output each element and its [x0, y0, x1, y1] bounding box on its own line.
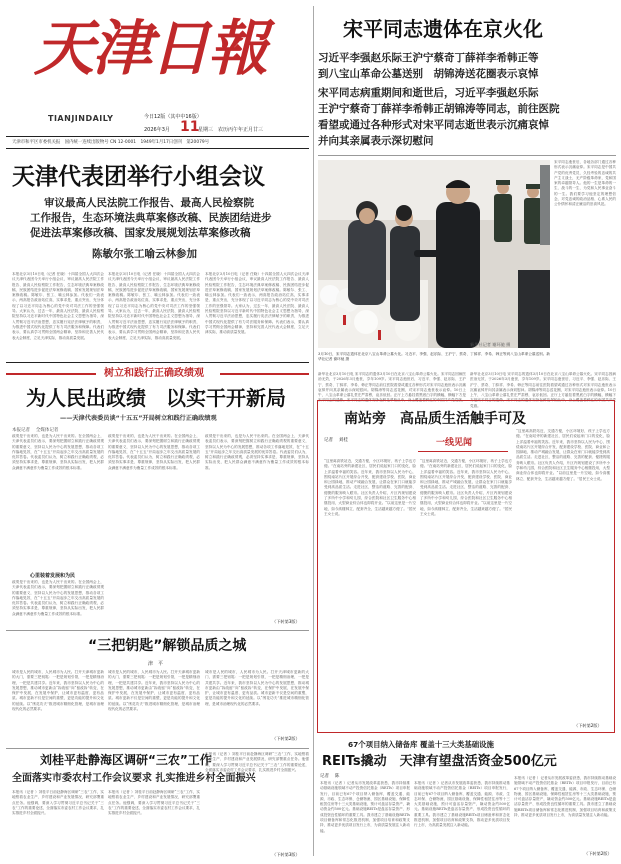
publisher-rule	[6, 148, 309, 149]
lead-deck-line: 审议最高人民法院工作报告、最高人民检察院	[44, 197, 254, 209]
reits-kicker: 67个项目纳入储备库 覆盖十三大类基础设施	[348, 740, 494, 749]
reits-continued: （下转第2版）	[584, 851, 612, 856]
top-story-body: 新华社北京3月10日电 宋平同志的遗体3月10日在北京八宝山革命公墓火化。宋平同志因病医治无效，于2026年3月逝世，享年109岁。宋平同志逝世后，习近平、李强、赵乐际、王沪宁、蔡奇、丁薛祥、李希、韩正等同志前往医院看望或通过各种形式对宋平同志逝世表示沉痛哀悼并向其亲属表示深切慰问。胡锦涛等同志送花圈，对宋平同志逝世表示哀悼。10日上午，八宝山革命公墓礼堂庄严肃穆，哀乐低回。正厅上方悬挂着黑底白字的横幅，横幅下方是宋平同志的遗像。宋平同志的遗体安卧在鲜花翠柏丛中，身上覆盖着鲜红的中国共产党党旗。	[470, 372, 616, 408]
issue-day: 11	[180, 119, 200, 135]
masthead-rule	[6, 136, 309, 137]
keys-story-rule	[6, 630, 309, 631]
frontline-body: “这里离高铁站近，交通方便，小区环境好，孩子上学也方便。”在南站旁的新建社区，居民们说起家门口的变化，脸上洋溢着幸福的笑容。近年来，我市坚持以人民为中心，围绕南站片区开展综合开发，配套建设学校、医院、商业和公园绿地，推动产城融合发展，让群众在家门口就能享受到高品质生活。走进社区，整洁的道路、完善的配套、便捷的服务映入眼帘。社区负责人介绍，片区内规划建设了多所中小学和幼儿园，综合医院和社区卫生服务中心相继投用，大型商业综合体也即将开业。“以前这里是一片空地，如今高楼林立、配套齐全，生活越来越方便了。”居民王女士说。	[324, 459, 416, 516]
keys-story-body: 城市是人民的城市，人民城市为人民。打开天津城市更新的大门，需要三把钥匙：一把是规划引领，一把是精细治理，一把是共建共享。近年来，我市坚持以人民为中心的发展思想，推动城市更新由“拆改留”向“留改拆”转变，在保护中发展，在发展中保护，让城市更有温度、更有品质。城市更新不仅是空间的重塑，更是功能的提升和文化的延续。以“绣花功夫”推进城市精细化管理，是城市治理现代化的必然要求。	[12, 670, 104, 712]
frontline-continued: （下转第2版）	[574, 723, 602, 728]
sidebar-text: 宋平同志逝世后，各地各部门通过各种形式表示沉痛哀悼。宋平同志是中国共产党的优秀党员，久经考验的忠诚的共产主义战士，无产阶级革命家，党和国家的卓越领导人。他的一生是革命的一生、战斗的一生、为党和人民事业奋斗的一生。我们要学习他坚定的理想信念、对党忠诚的政治品格、心系人民的公仆情怀和清正廉洁的崇高风范。	[554, 160, 616, 207]
reits-body: 本报讯（记者 ）记者从市发展改革委获悉，我市持续推动基础设施领域不动产投资信托基金（REITs）项目申报发行，目前已有67个项目纳入储备库，覆盖交通、能源、市政、生态环保、仓储物流、园区基础设施、保障性租赁住房等十三大类基础设施，预计可盘活存量资产，撬动资金约500亿元。基础设施REITs是盘活存量资产、形成投资良性循环的重要工具。我市建立了基础设施REITs项目储备库和常态化推进机制，加强项目培育和政策支持，推动更多优质项目发行上市，为高质量发展注入新动能。	[320, 781, 410, 833]
frontline-tag: 一线见闻	[436, 438, 473, 448]
political-story-body: 政绩是干出来的，也是为人民干出来的。在全国两会上，天津代表委员们表示，要深刻把握树立和践行正确政绩观的重要意义，坚持以人民为中心的发展思想，推动各项工作落地见效，在“十五五”开局起步之年交出高质量发展的优异答卷。代表委员们认为，树立和践行正确政绩观，必须坚持实事求是、尊重规律，坚持从实际出发，把人民群众满意不满意作为衡量工作成效的根本标准。	[12, 580, 104, 616]
keys-story-body: 城市是人民的城市，人民城市为人民。打开天津城市更新的大门，需要三把钥匙：一把是规划引领，一把是精细治理，一把是共建共享。近年来，我市坚持以人民为中心的发展思想，推动城市更新由“拆改留”向“留改拆”转变，在保护中发展，在发展中保护，让城市更有温度、更有品质。城市更新不仅是空间的重塑，更是功能的提升和文化的延续。以“绣花功夫”推进城市精细化管理，是城市治理现代化的必然要求。	[205, 670, 309, 706]
top-deck-line: 到八宝山革命公墓送别 胡锦涛送花圈表示哀悼	[318, 68, 539, 80]
lead-story-body: 本报北京3月10日电（记者 任晓）十四届全国人大四次会议天津代表团今天举行小组会议，审议最高人民法院工作报告、最高人民检察院工作报告，生态环境法典草案修改稿、民族团结进步促进法草案修改稿、国家发展规划法草案修改稿。陈敏尔、张工、喻云林参加。代表们一致表示，两高报告政治站位高，实事求是、重点突出，充分体现了以习近平同志为核心的党中央对司法工作的坚强领导。大家认为，过去一年，最高人民法院、最高人民检察院坚持以习近平新时代中国特色社会主义思想为指导，深入贯彻习近平法治思想，忠实履行宪法法律赋予的职责，为推进中国式现代化提供了有力司法服务和保障。代表们表示，要认真学习贯彻全国两会精神，坚持和完善人民代表大会制度，立足天津实际，推动高质量发展。	[205, 272, 309, 335]
reits-headline: REITs撬动 天津有望盘活资金500亿元	[322, 754, 557, 769]
rural-story-body: 本报讯（记者 ）刘桂平日前赴静海区调研“三农”工作，实地察看农业生产、乡村建设和产业发展情况，研究部署重点任务。他强调，要深入学习贯彻习近平总书记关于“三农”工作的重要论述，全面落实市委农村工作会议要求，扎实推进乡村全面振兴。	[108, 790, 200, 816]
lead-story-headline: 天津代表团举行小组会议	[12, 164, 265, 190]
top-story-rule	[318, 155, 616, 156]
political-story-subhead: ——天津代表委员谈“十五五”开局树立和践行正确政绩观	[60, 415, 217, 422]
keys-story-continued: （下转第2版）	[272, 736, 300, 741]
banner-rule-right	[220, 373, 309, 375]
publisher-bar: 天津市和平区市委机关报 国内统一连续出版物号 CN 12-0001 1949年1月17日创刊 第20079号	[12, 140, 210, 145]
lead-story-attendance: 陈敏尔张工喻云林参加	[92, 248, 197, 260]
rural-story-headline: 刘桂平赴静海区调研“三农”工作	[40, 753, 212, 767]
frontline-headline: 南站旁 高品质生活触手可及	[344, 411, 526, 427]
frontline-body: “这里离高铁站近，交通方便，小区环境好，孩子上学也方便。”在南站旁的新建社区，居民们说起家门口的变化，脸上洋溢着幸福的笑容。近年来，我市坚持以人民为中心，围绕南站片区开展综合开发，配套建设学校、医院、商业和公园绿地，推动产城融合发展，让群众在家门口就能享受到高品质生活。走进社区，整洁的道路、完善的配套、便捷的服务映入眼帘。社区负责人介绍，片区内规划建设了多所中小学和幼儿园，综合医院和社区卫生服务中心相继投用，大型商业综合体也即将开业。“以前这里是一片空地，如今高楼林立、配套齐全，生活越来越方便了。”居民王女士说。	[516, 429, 610, 481]
keys-story-byline: 津 平	[148, 661, 164, 667]
frontline-body: “这里离高铁站近，交通方便，小区环境好，孩子上学也方便。”在南站旁的新建社区，居民们说起家门口的变化，脸上洋溢着幸福的笑容。近年来，我市坚持以人民为中心，围绕南站片区开展综合开发，配套建设学校、医院、商业和公园绿地，推动产城融合发展，让群众在家门口就能享受到高品质生活。走进社区，整洁的道路、完善的配套、便捷的服务映入眼帘。社区负责人介绍，片区内规划建设了多所中小学和幼儿园，综合医院和社区卫生服务中心相继投用，大型商业综合体也即将开业。“以前这里是一片空地，如今高楼林立、配套齐全，生活越来越方便了。”居民王女士说。	[420, 459, 512, 516]
top-story-deck	[318, 50, 616, 149]
issue-info-1: 今日12版（其中中16版）	[144, 114, 202, 120]
frontline-byline: 记者 刘桂	[324, 438, 348, 443]
rural-story-body: 本报讯（记者 ）刘桂平日前赴静海区调研“三农”工作，实地察看农业生产、乡村建设和产业发展情况，研究部署重点任务。他强调，要深入学习贯彻习近平总书记关于“三农”工作的重要论述，全面落实市委农村工作会议要求，扎实推进乡村全面振兴。	[12, 790, 104, 816]
rural-story-rule	[6, 748, 309, 749]
rural-story-body: 本报讯（记者 ）刘桂平日前赴静海区调研“三农”工作，实地察看农业生产、乡村建设和产业发展情况，研究部署重点任务。他强调，要深入学习贯彻习近平总书记关于“三农”工作的重要论述，全面落实市委农村工作会议要求，扎实推进乡村全面振兴。	[205, 752, 309, 772]
political-story-body: 政绩是干出来的，也是为人民干出来的。在全国两会上，天津代表委员们表示，要深刻把握树立和践行正确政绩观的重要意义，坚持以人民为中心的发展思想，推动各项工作落地见效，在“十五五”开局起步之年交出高质量发展的优异答卷。代表委员们认为，树立和践行正确政绩观，必须坚持实事求是、尊重规律，坚持从实际出发，把人民群众满意不满意作为衡量工作成效的根本标准。	[12, 434, 104, 470]
issue-info-3: 星期三 农历丙午年正月廿三	[198, 127, 264, 133]
masthead-logo: 天津日報	[34, 14, 266, 84]
top-deck-line: 宋平同志病重期间和逝世后，习近平李强赵乐际	[318, 87, 539, 99]
section-banner-wrap	[6, 366, 309, 382]
keys-story-headline: “三把钥匙”解锁品质之城	[88, 638, 247, 654]
photo-caption: 3月10日，宋平同志遗体在北京八宝山革命公墓火化。习近平、李强、赵乐际、王沪宁、蔡奇、丁薛祥、李希、韩正等到八宝山革命公墓送别。新华社记者 谢环驰 摄	[318, 352, 550, 362]
photo-credit: 新华社记者 谢环驰 摄	[470, 342, 511, 347]
lead-deck-line: 促进法草案修改稿、国家发展规划法草案修改稿	[30, 227, 251, 239]
political-story-byline: 本报记者 全媒体记者	[12, 428, 59, 433]
top-deck-line: 并向其亲属表示深切慰问	[318, 135, 434, 147]
lead-story-deck	[30, 196, 310, 241]
reits-byline: 记者 陈	[320, 774, 340, 779]
keys-story-body: 城市是人民的城市，人民城市为人民。打开天津城市更新的大门，需要三把钥匙：一把是规划引领，一把是精细治理，一把是共建共享。近年来，我市坚持以人民为中心的发展思想，推动城市更新由“拆改留”向“留改拆”转变，在保护中发展，在发展中保护，让城市更有温度、更有品质。城市更新不仅是空间的重塑，更是功能的提升和文化的延续。以“绣花功夫”推进城市精细化管理，是城市治理现代化的必然要求。	[108, 670, 200, 712]
lead-deck-line: 工作报告，生态环境法典草案修改稿、民族团结进步	[30, 212, 272, 224]
political-story-body: 政绩是干出来的，也是为人民干出来的。在全国两会上，天津代表委员们表示，要深刻把握树立和践行正确政绩观的重要意义，坚持以人民为中心的发展思想，推动各项工作落地见效，在“十五五”开局起步之年交出高质量发展的优异答卷。代表委员们认为，树立和践行正确政绩观，必须坚持实事求是、尊重规律，坚持从实际出发，把人民群众满意不满意作为衡量工作成效的根本标准。	[108, 434, 200, 470]
reits-body: 本报讯（记者 ）记者从市发展改革委获悉，我市持续推动基础设施领域不动产投资信托基金（REITs）项目申报发行，目前已有67个项目纳入储备库，覆盖交通、能源、市政、生态环保、仓储物流、园区基础设施、保障性租赁住房等十三大类基础设施，预计可盘活存量资产，撬动资金约500亿元。基础设施REITs是盘活存量资产、形成投资良性循环的重要工具。我市建立了基础设施REITs项目储备库和常态化推进机制，加强项目培育和政策支持，推动更多优质项目发行上市，为高质量发展注入新动能。	[414, 781, 510, 828]
section-banner: 树立和践行正确政绩观	[104, 368, 204, 379]
banner-rule-left	[6, 373, 96, 375]
political-story-midhead: 心里装着发展和为民	[30, 573, 76, 579]
masthead	[12, 6, 312, 146]
masthead-latin: TIANJINDAILY	[48, 114, 114, 123]
frontline-box	[317, 400, 615, 733]
top-deck-line: 习近平李强赵乐际王沪宁蔡奇丁薛祥李希韩正等	[318, 52, 539, 64]
lead-story-body: 本报北京3月10日电（记者 任晓）十四届全国人大四次会议天津代表团今天举行小组会议，审议最高人民法院工作报告、最高人民检察院工作报告，生态环境法典草案修改稿、民族团结进步促进法草案修改稿、国家发展规划法草案修改稿。陈敏尔、张工、喻云林参加。代表们一致表示，两高报告政治站位高，实事求是、重点突出，充分体现了以习近平同志为核心的党中央对司法工作的坚强领导。大家认为，过去一年，最高人民法院、最高人民检察院坚持以习近平新时代中国特色社会主义思想为指导，深入贯彻习近平法治思想，忠实履行宪法法律赋予的职责，为推进中国式现代化提供了有力司法服务和保障。代表们表示，要认真学习贯彻全国两会精神，坚持和完善人民代表大会制度，立足天津实际，推动高质量发展。	[12, 272, 104, 340]
top-deck-line: 王沪宁蔡奇丁薛祥李希韩正胡锦涛等同志，前往医院	[318, 103, 560, 115]
funeral-photo	[318, 160, 550, 348]
political-story-body: 政绩是干出来的，也是为人民干出来的。在全国两会上，天津代表委员们表示，要深刻把握树立和践行正确政绩观的重要意义，坚持以人民为中心的发展思想，推动各项工作落地见效，在“十五五”开局起步之年交出高质量发展的优异答卷。代表委员们认为，树立和践行正确政绩观，必须坚持实事求是、尊重规律，坚持从实际出发，把人民群众满意不满意作为衡量工作成效的根本标准。	[205, 434, 309, 470]
funeral-photo-drawing	[318, 160, 550, 348]
political-story-continued: （下转第3版）	[272, 619, 300, 624]
top-story-headline: 宋平同志遗体在京火化	[343, 17, 543, 41]
lead-story-body: 本报北京3月10日电（记者 任晓）十四届全国人大四次会议天津代表团今天举行小组会议，审议最高人民法院工作报告、最高人民检察院工作报告，生态环境法典草案修改稿、民族团结进步促进法草案修改稿、国家发展规划法草案修改稿。陈敏尔、张工、喻云林参加。代表们一致表示，两高报告政治站位高，实事求是、重点突出，充分体现了以习近平同志为核心的党中央对司法工作的坚强领导。大家认为，过去一年，最高人民法院、最高人民检察院坚持以习近平新时代中国特色社会主义思想为指导，深入贯彻习近平法治思想，忠实履行宪法法律赋予的职责，为推进中国式现代化提供了有力司法服务和保障。代表们表示，要认真学习贯彻全国两会精神，坚持和完善人民代表大会制度，立足天津实际，推动高质量发展。	[108, 272, 200, 340]
rural-story-continued: （下转第3版）	[272, 852, 300, 857]
top-deck-line: 看望或通过各种形式对宋平同志逝世表示沉痛哀悼	[318, 119, 549, 131]
column-divider	[313, 6, 314, 856]
issue-date: 2026年3月	[144, 127, 170, 133]
section-rule	[6, 362, 309, 363]
reits-body: 本报讯（记者 ）记者从市发展改革委获悉，我市持续推动基础设施领域不动产投资信托基金（REITs）项目申报发行，目前已有67个项目纳入储备库，覆盖交通、能源、市政、生态环保、仓储物流、园区基础设施、保障性租赁住房等十三大类基础设施，预计可盘活存量资产，撬动资金约500亿元。基础设施REITs是盘活存量资产、形成投资良性循环的重要工具。我市建立了基础设施REITs项目储备库和常态化推进机制，加强项目培育和政策支持，推动更多优质项目发行上市，为高质量发展注入新动能。	[514, 776, 616, 818]
rural-story-subhead: 全面落实市委农村工作会议要求 扎实推进乡村全面振兴	[12, 773, 256, 784]
political-story-headline: 为人民出政绩 以实干开新局	[26, 386, 286, 410]
frontline-tag-rule	[418, 451, 508, 452]
top-story-body: 新华社北京3月10日电 宋平同志的遗体3月10日在北京八宝山革命公墓火化。宋平同志因病医治无效，于2026年3月逝世，享年109岁。宋平同志逝世后，习近平、李强、赵乐际、王沪宁、蔡奇、丁薛祥、李希、韩正等同志前往医院看望或通过各种形式对宋平同志逝世表示沉痛哀悼并向其亲属表示深切慰问。胡锦涛等同志送花圈，对宋平同志逝世表示哀悼。10日上午，八宝山革命公墓礼堂庄严肃穆，哀乐低回。正厅上方悬挂着黑底白字的横幅，横幅下方是宋平同志的遗像。宋平同志的遗体安卧在鲜花翠柏丛中，身上覆盖着鲜红的中国共产党党旗。	[318, 372, 466, 403]
